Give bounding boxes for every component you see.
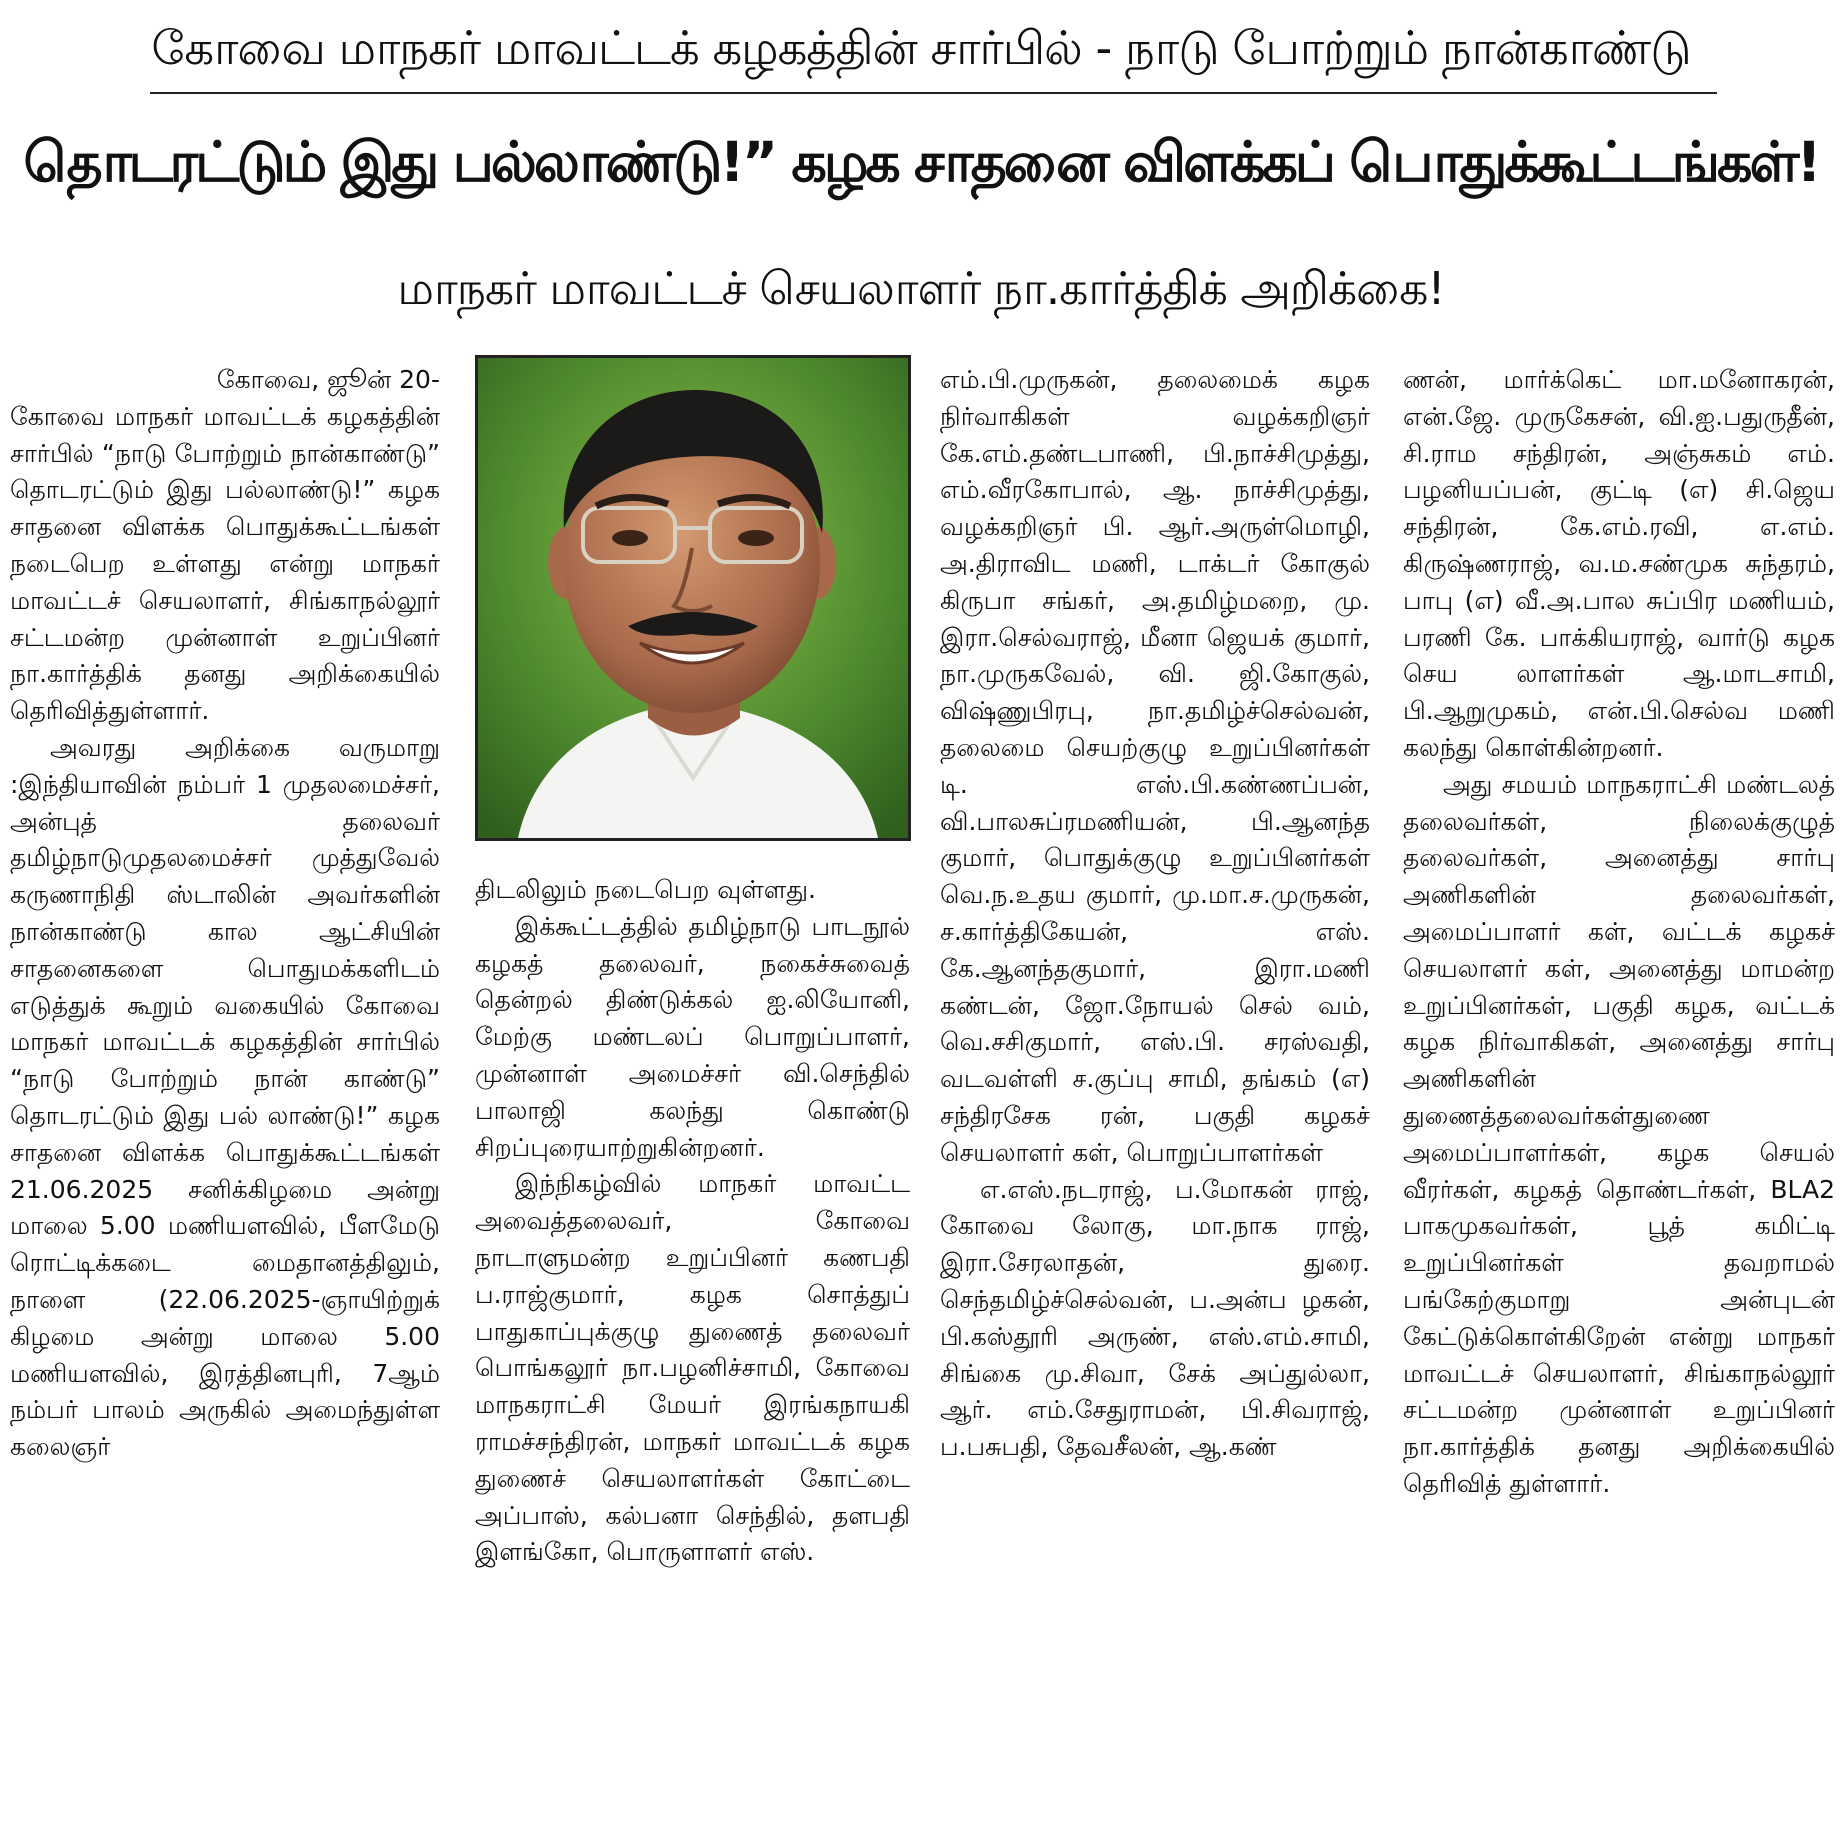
kicker: கோவை மாநகர் மாவட்டக் கழகத்தின் சார்பில் - நாடு போற்றும் நான்காண்டு <box>151 21 1691 75</box>
column-1 <box>10 362 440 1832</box>
paragraph-speakers: இக்கூட்டத்தில் தமிழ்நாடு பாடநூல் கழகத் தலைவர், நகைச்சுவைத் தென்றல் திண்டுக்கல் ஐ.லியோனி, மேற்கு மண்டலப் பொறுப்பாளர், முன்னாள் அமைச்சர் வி.செந்தில் பாலாஜி கலந்து கொண்டு சிறப்புரையாற்றுகின்றனர். <box>475 911 910 1162</box>
paragraph-names-3: ணன், மார்க்கெட் மா.மனோகரன், என்.ஜே. முருகேசன், வி.ஐ.பதுருதீன், சி.ராம சந்திரன், அஞ்சுகம் எம். பழனியப்பன், குட்டி (எ) சி.ஜெய சந்திரன், கே.எம்.ரவி, எ.எம். கிருஷ்ணராஜ், வ.ம.சண்முக சுந்தரம், பாபு (எ) வீ.அ.பால சுப்பிர மணியம், பரணி கே. பாக்கியராஜ், வார்டு கழக செய லாளர்கள் ஆ.மாடசாமி, பி.ஆறுமுகம், என்.பி.செல்வ மணி கலந்து கொள்கின்றனர். <box>1403 365 1835 762</box>
paragraph-statement: அவரது அறிக்கை வருமாறு :இந்தியாவின் நம்பர் 1 முதலமைச்சர், அன்புத் தலைவர் தமிழ்நாடுமுதலமைச்சர் முத்துவேல் கருணாநிதி ஸ்டாலின் அவர்களின் நான்காண்டு கால ஆட்சியின் சாதனைகளை பொதுமக்களிடம் எடுத்துக் கூறும் வகையில் கோவை மாநகர் மாவட்டக் கழகத்தின் சார்பில் “நாடு போற்றும் நான் காண்டு” தொடரட்டும் இது பல் லாண்டு!” கழக சாதனை விளக்க பொதுக்கூட்டங்கள் 21.06.2025 சனிக்கிழமை அன்று மாலை 5.00 மணியளவில், பீளமேடு ரொட்டிக்கடை மைதானத்திலும், நாளை (22.06.2025-ஞாயிற்றுக் கிழமை அன்று மாலை 5.00 மணியளவில், இரத்தினபுரி, 7ஆம் நம்பர் பாலம் அருகில் அமைந்துள்ள கலைஞர் <box>10 732 440 1462</box>
dateline: கோவை, ஜூன் 20- <box>216 365 440 394</box>
column-2 <box>475 872 910 1832</box>
subheadline: மாநகர் மாவட்டச் செயலாளர் நா.கார்த்திக் அறிக்கை! <box>397 262 1445 315</box>
portrait-photo <box>475 355 911 841</box>
paragraph-venue: திடலிலும் நடைபெற வுள்ளது. <box>475 875 816 904</box>
paragraph-appeal: அது சமயம் மாநகராட்சி மண்டலத் தலைவர்கள், நிலைக்குழுத் தலைவர்கள், அனைத்து சார்பு அணிகளின் தலைவர்கள், அமைப்பாளர் கள், வட்டக் கழகச் செயலாளர் கள், அனைத்து மாமன்ற உறுப்பினர்கள், பகுதி கழக, வட்டக் கழக நிர்வாகிகள், அனைத்து சார்பு அணிகளின் துணைத்தலைவர்கள்துணை அமைப்பாளர்கள், கழக செயல் வீரர்கள், கழகத் தொண்டர்கள், BLA2 பாகமுகவர்கள், பூத் கமிட்டி உறுப்பினர்கள் தவறாமல் பங்கேற்குமாறு அன்புடன் கேட்டுக்கொள்கிறேன் என்று மாநகர் மாவட்டச் செயலாளர், சிங்காநல்லூர் சட்டமன்ற முன்னாள் உறுப்பினர் நா.கார்த்திக் தனது அறிக்கையில் தெரிவித் துள்ளார். <box>1403 769 1835 1498</box>
headline: தொடரட்டும் இது பல்லாண்டு!” கழக சாதனை விளக்கப் பொதுக்கூட்டங்கள்! <box>23 131 1819 195</box>
column-3 <box>940 362 1370 1832</box>
paragraph-names-2: எ.எஸ்.நடராஜ், ப.மோகன் ராஜ், கோவை லோகு, மா.நாக ராஜ், இரா.சேரலாதன், துரை. செந்தமிழ்ச்செல்வன், ப.அன்ப ழகன், பி.கஸ்தூரி அருண், எஸ்.எம்.சாமி, சிங்கை மு.சிவா, சேக் அப்துல்லா, ஆர். எம்.சேதுராமன், பி.சிவராஜ், ப.பசுபதி, தேவசீலன், ஆ.கண் <box>940 1174 1370 1462</box>
paragraph-intro: கோவை மாநகர் மாவட்டக் கழகத்தின் சார்பில் “நாடு போற்றும் நான்காண்டு” தொடரட்டும் இது பல்லாண்டு!” கழக சாதனை விளக்க பொதுக்கூட்டங்கள் நடைபெற உள்ளது என்று மாநகர் மாவட்டச் செயலாளர், சிங்காநல்லூர் சட்டமன்ற முன்னாள் உறுப்பினர் நா.கார்த்திக் தனது அறிக்கையில் தெரிவித்துள்ளார். <box>10 401 440 726</box>
paragraph-participants: இந்நிகழ்வில் மாநகர் மாவட்ட அவைத்தலைவர், கோவை நாடாளுமன்ற உறுப்பினர் கணபதி ப.ராஜ்குமார், கழக சொத்துப் பாதுகாப்புக்குழு துணைத் தலைவர் பொங்கலூர் நா.பழனிச்சாமி, கோவை மாநகராட்சி மேயர் இரங்கநாயகி ராமச்சந்திரன், மாநகர் மாவட்டக் கழக துணைச் செயலாளர்கள் கோட்டை அப்பாஸ், கல்பனா செந்தில், தளபதி இளங்கோ, பொருளாளர் எஸ். <box>475 1169 910 1567</box>
column-4 <box>1403 362 1835 1832</box>
kicker-rule <box>150 92 1717 94</box>
paragraph-names-1: எம்.பி.முருகன், தலைமைக் கழக நிர்வாகிகள் வழக்கறிஞர் கே.எம்.தண்டபாணி, பி.நாச்சிமுத்து, எம்.வீரகோபால், ஆ. நாச்சிமுத்து, வழக்கறிஞர் பி. ஆர்.அருள்மொழி, அ.திராவிட மணி, டாக்டர் கோகுல் கிருபா சங்கர், அ.தமிழ்மறை, மு. இரா.செல்வராஜ், மீனா ஜெயக் குமார், நா.முருகவேல், வி. ஜி.கோகுல், விஷ்ணுபிரபு, நா.தமிழ்ச்செல்வன், தலைமை செயற்குழு உறுப்பினர்கள் டி. எஸ்.பி.கண்ணப்பன், வி.பாலசுப்ரமணியன், பி.ஆனந்த குமார், பொதுக்குழு உறுப்பினர்கள் வெ.ந.உதய குமார், மு.மா.ச.முருகன், ச.கார்த்திகேயன், எஸ். கே.ஆனந்தகுமார், இரா.மணி கண்டன், ஜோ.நோயல் செல் வம், வெ.சசிகுமார், எஸ்.பி. சரஸ்வதி, வடவள்ளி ச.குப்பு சாமி, தங்கம் (எ) சந்திரசேக ரன், பகுதி கழகச் செயலாளர் கள், பொறுப்பாளர்கள் <box>940 365 1370 1167</box>
portrait-illustration <box>478 358 908 838</box>
